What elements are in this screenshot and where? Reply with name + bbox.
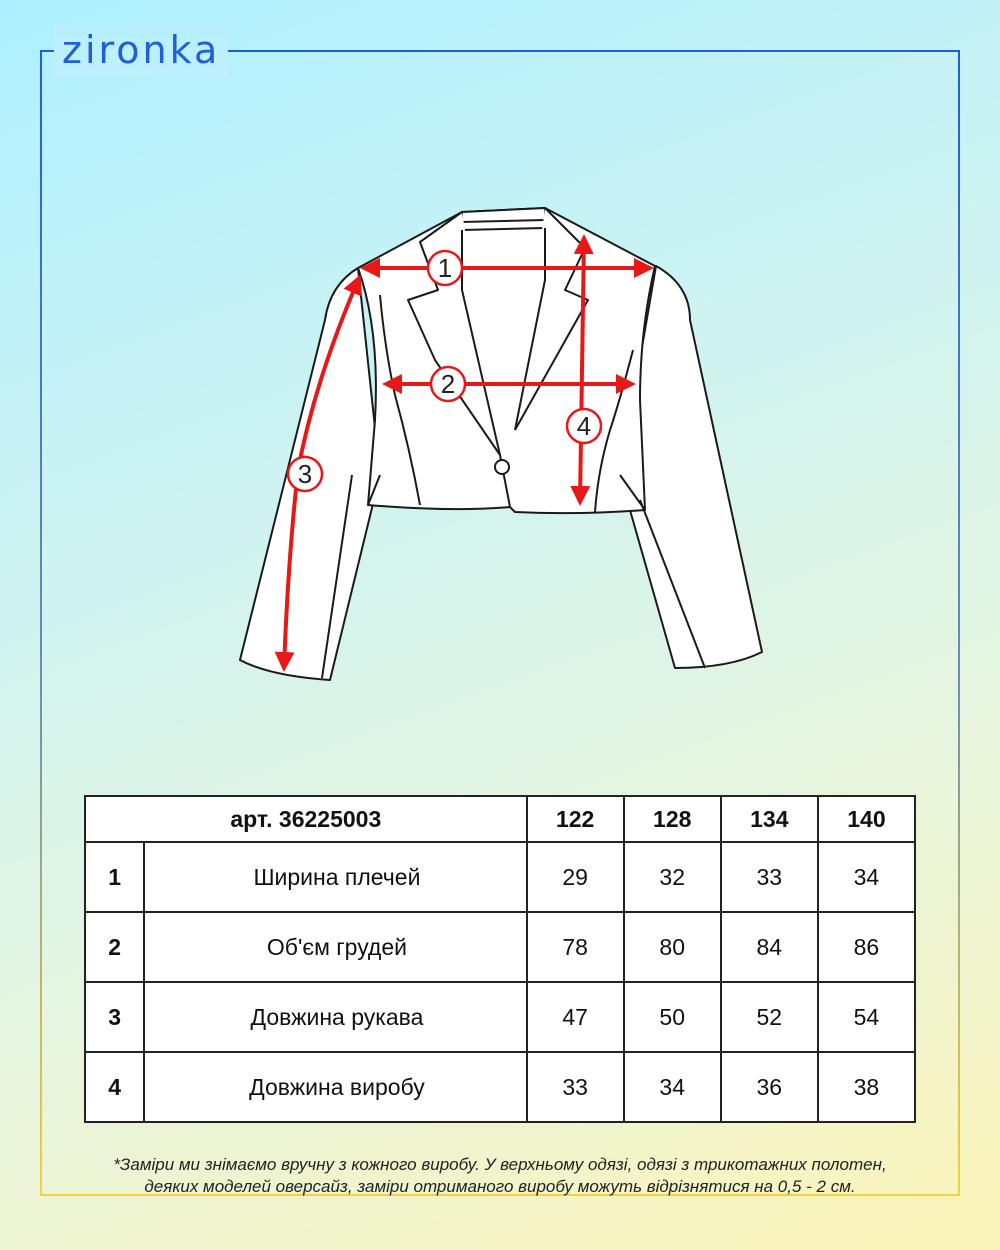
table-cell: 86	[818, 912, 915, 982]
size-header: 122	[527, 796, 624, 842]
table-row	[85, 982, 915, 1052]
button-icon	[495, 460, 509, 474]
marker-3	[288, 457, 322, 491]
table-cell: 47	[527, 982, 624, 1052]
row-label: Довжина виробу	[144, 1052, 526, 1122]
table-cell: 78	[527, 912, 624, 982]
footnote-line-1: *Заміри ми знімаємо вручну з кожного виробу. У верхньому одязі, одязі з трикотажних полотен,	[113, 1155, 887, 1174]
article-cell: арт. 36225003	[85, 796, 527, 842]
marker-2-label: 2	[440, 369, 456, 399]
jacket-outline	[240, 208, 762, 680]
table-cell: 34	[624, 1052, 721, 1122]
size-header: 128	[624, 796, 721, 842]
row-label: Об'єм грудей	[144, 912, 526, 982]
table-cell: 38	[818, 1052, 915, 1122]
size-table	[84, 795, 916, 1123]
brand-logo: zironka	[54, 24, 228, 76]
marker-4	[567, 409, 601, 443]
table-cell: 32	[624, 842, 721, 912]
marker-3-label: 3	[297, 459, 313, 489]
table-header-row	[85, 796, 915, 842]
row-number: 1	[85, 842, 144, 912]
table-cell: 54	[818, 982, 915, 1052]
row-number: 3	[85, 982, 144, 1052]
table-cell: 34	[818, 842, 915, 912]
table-cell: 36	[721, 1052, 818, 1122]
table-row	[85, 912, 915, 982]
table-cell: 84	[721, 912, 818, 982]
table-cell: 29	[527, 842, 624, 912]
marker-1-label: 1	[437, 253, 453, 283]
row-number: 4	[85, 1052, 144, 1122]
size-header: 134	[721, 796, 818, 842]
footnote	[50, 1154, 950, 1198]
table-row	[85, 1052, 915, 1122]
table-row	[85, 842, 915, 912]
row-label: Ширина плечей	[144, 842, 526, 912]
footnote-line-2: деяких моделей оверсайз, заміри отриманого виробу можуть відрізнятися на 0,5 - 2 см.	[144, 1177, 856, 1196]
table-cell: 50	[624, 982, 721, 1052]
table-cell: 80	[624, 912, 721, 982]
marker-2	[431, 367, 465, 401]
table-cell: 33	[721, 842, 818, 912]
table-cell: 52	[721, 982, 818, 1052]
jacket-diagram	[230, 195, 770, 695]
row-label: Довжина рукава	[144, 982, 526, 1052]
row-number: 2	[85, 912, 144, 982]
marker-4-label: 4	[576, 411, 592, 441]
size-header: 140	[818, 796, 915, 842]
table-cell: 33	[527, 1052, 624, 1122]
marker-1	[428, 251, 462, 285]
